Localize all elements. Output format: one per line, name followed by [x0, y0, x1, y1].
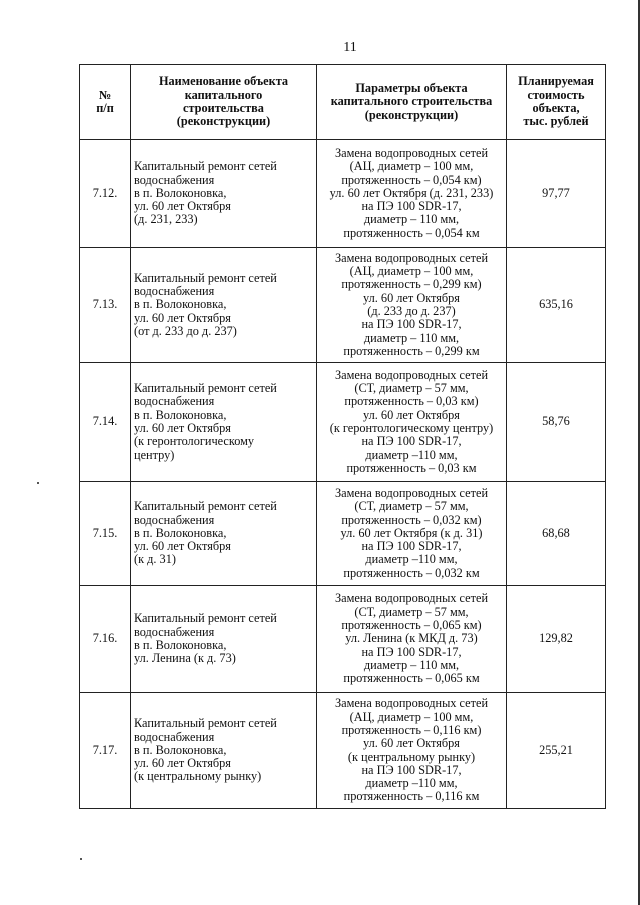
scan-speck: [80, 858, 82, 860]
table-row: [80, 586, 606, 693]
object-cost: 68,68: [507, 482, 606, 586]
row-number: 7.13.: [80, 248, 131, 363]
scan-speck: [37, 482, 39, 484]
object-name: Капитальный ремонт сетей водоснабжения в п. Волоконовка, ул. 60 лет Октября (к геронтологическому центру): [131, 363, 317, 482]
object-name: Капитальный ремонт сетей водоснабжения в п. Волоконовка, ул. 60 лет Октября (к д. 31): [131, 482, 317, 586]
row-number: 7.15.: [80, 482, 131, 586]
table-row: [80, 482, 606, 586]
object-name: Капитальный ремонт сетей водоснабжения в п. Волоконовка, ул. 60 лет Октября (от д. 233 до д. 237): [131, 248, 317, 363]
object-params: Замена водопроводных сетей (АЦ, диаметр – 100 мм, протяженность – 0,054 км) ул. 60 лет Октября (д. 231, 233) на ПЭ 100 SDR-17, диаметр – 110 мм, протяженность – 0,054 км: [317, 140, 507, 248]
capital-works-table: [79, 64, 606, 809]
row-number: 7.12.: [80, 140, 131, 248]
object-params: Замена водопроводных сетей (СТ, диаметр – 57 мм, протяженность – 0,032 км) ул. 60 лет Октября (к д. 31) на ПЭ 100 SDR-17, диаметр –110 мм, протяженность – 0,032 км: [317, 482, 507, 586]
object-params: Замена водопроводных сетей (СТ, диаметр – 57 мм, протяженность – 0,065 км) ул. Ленина (к МКД д. 73) на ПЭ 100 SDR-17, диаметр – 110 мм, протяженность – 0,065 км: [317, 586, 507, 693]
object-params: Замена водопроводных сетей (СТ, диаметр – 57 мм, протяженность – 0,03 км) ул. 60 лет Октября (к геронтологическому центру) на ПЭ 100 SDR-17, диаметр –110 мм, протяженность – 0,03 км: [317, 363, 507, 482]
table-header-row: [80, 65, 606, 140]
header-params: Параметры объекта капитального строительства (реконструкции): [317, 65, 507, 140]
table-row: [80, 140, 606, 248]
row-number: 7.16.: [80, 586, 131, 693]
object-name: Капитальный ремонт сетей водоснабжения в п. Волоконовка, ул. Ленина (к д. 73): [131, 586, 317, 693]
row-number: 7.14.: [80, 363, 131, 482]
row-number: 7.17.: [80, 693, 131, 809]
page-number: 11: [343, 40, 357, 55]
object-cost: 58,76: [507, 363, 606, 482]
table-row: [80, 248, 606, 363]
object-name: Капитальный ремонт сетей водоснабжения в п. Волоконовка, ул. 60 лет Октября (к центральному рынку): [131, 693, 317, 809]
object-name: Капитальный ремонт сетей водоснабжения в п. Волоконовка, ул. 60 лет Октября (д. 231, 233): [131, 140, 317, 248]
object-cost: 635,16: [507, 248, 606, 363]
object-params: Замена водопроводных сетей (АЦ, диаметр – 100 мм, протяженность – 0,299 км) ул. 60 лет Октября (д. 233 до д. 237) на ПЭ 100 SDR-17, диаметр – 110 мм, протяженность – 0,299 км: [317, 248, 507, 363]
header-num: № п/п: [80, 65, 131, 140]
table-row: [80, 363, 606, 482]
object-cost: 255,21: [507, 693, 606, 809]
object-cost: 129,82: [507, 586, 606, 693]
object-params: Замена водопроводных сетей (АЦ, диаметр – 100 мм, протяженность – 0,116 км) ул. 60 лет Октября (к центральному рынку) на ПЭ 100 SDR-17, диаметр –110 мм, протяженность – 0,116 км: [317, 693, 507, 809]
table-row: [80, 693, 606, 809]
header-name: Наименование объекта капитального строительства (реконструкции): [131, 65, 317, 140]
header-cost: Планируемая стоимость объекта, тыс. рублей: [507, 65, 606, 140]
object-cost: 97,77: [507, 140, 606, 248]
